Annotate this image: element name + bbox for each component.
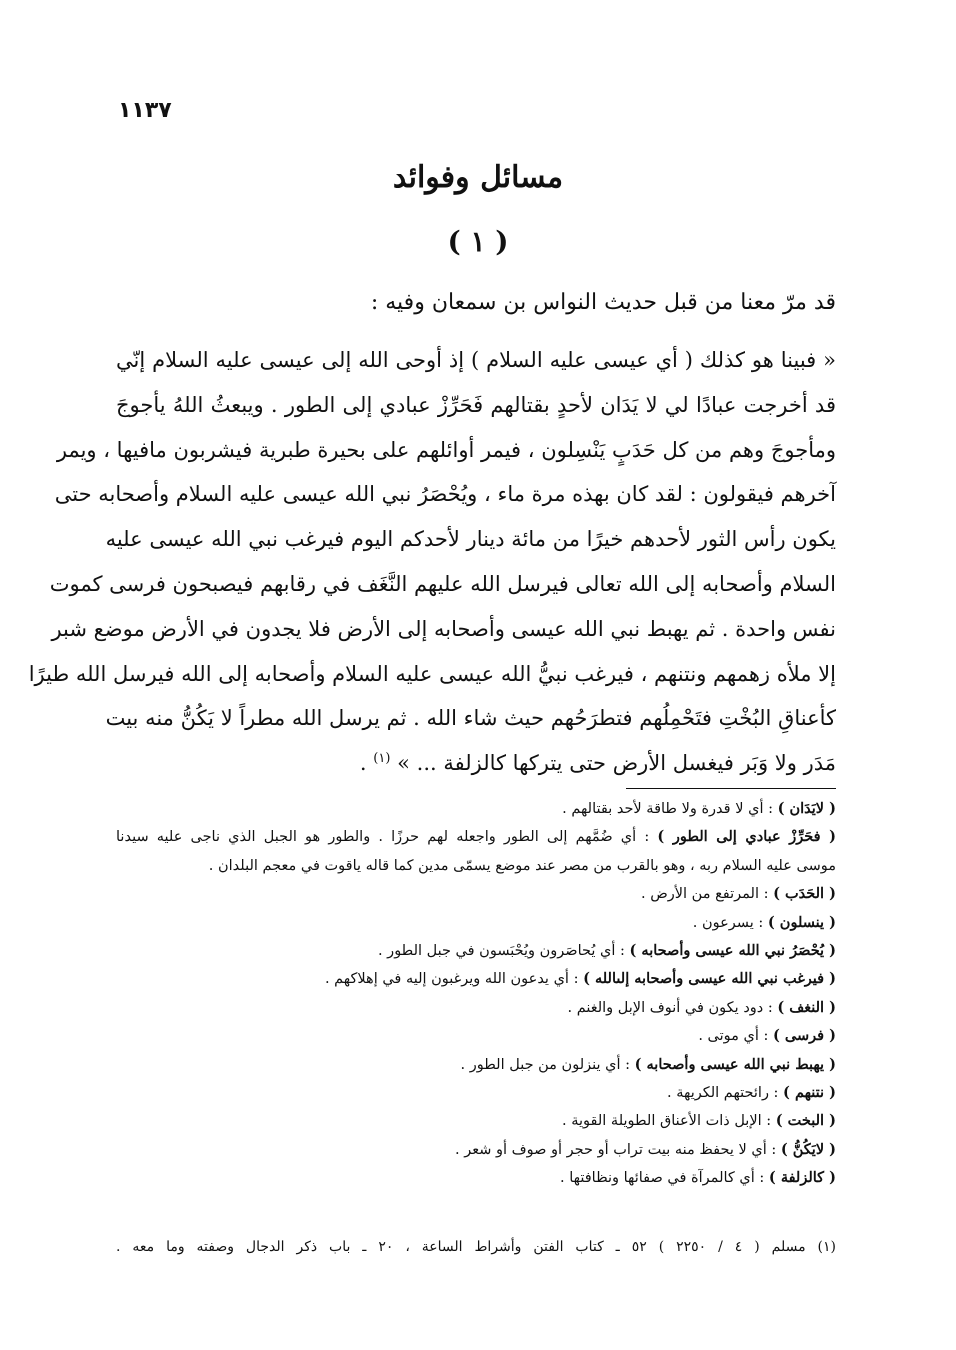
glossary-note bbox=[116, 852, 836, 880]
glossary-term: ( لايَكُنُّ ) bbox=[780, 1140, 836, 1158]
hadith-last-line-text: مَدَر ولا وَبَر فيغسل الأرض حتى يتركها كالزلفة ... » bbox=[397, 751, 836, 776]
glossary-note bbox=[116, 795, 836, 823]
glossary-definition: : أي يُحاصَرون ويُحْبَسون في جبل الطور . bbox=[377, 942, 630, 959]
glossary-term: ( الحَدَب ) bbox=[773, 885, 836, 903]
page-title: مسائل وفوائد bbox=[392, 160, 564, 195]
glossary-definition: : يسرعون . bbox=[692, 914, 768, 931]
glossary-term: ( لايَدَان ) bbox=[777, 800, 836, 817]
hadith-line: السلام وأصحابه إلى الله تعالى فيرسل الله عليهم النَّغَف في رقابهم فيصبحون فرسى كموت bbox=[49, 571, 836, 596]
page-number: ١١٣٧ bbox=[118, 98, 172, 123]
hadith-line: آخرهم فيقولون : لقد كان بهذه مرة ماء ، ويُحْصَرُ نبي الله عيسى عليه السلام وأصحابه حتى bbox=[54, 482, 836, 507]
glossary-definition: موسى عليه السلام ربه ، وهو بالقرب من مصر عند موضع يسمّى مدين كما قاله ياقوت في معجم البلدان . bbox=[208, 857, 836, 874]
footnote-divider bbox=[626, 788, 836, 789]
glossary-term: ( يُحْصَرُ نبي الله عيسى وأصحابه ) bbox=[629, 941, 836, 959]
hadith-last-line bbox=[116, 741, 836, 786]
glossary-definition: : أي لا يحفظ منه بيت تراب أو حجر أو صوف أو شعر . bbox=[454, 1141, 781, 1158]
glossary-definition: : أي موتى . bbox=[698, 1028, 774, 1045]
intro-paragraph: قد مرّ معنا من قبل حديث النواس بن سمعان وفيه : bbox=[370, 290, 836, 315]
glossary-definition: : دود يكون في أنوف الإبل والغنم . bbox=[567, 999, 778, 1016]
glossary-note bbox=[116, 994, 836, 1022]
glossary-term: ( ينسلون ) bbox=[767, 913, 836, 931]
glossary-note bbox=[116, 1107, 836, 1135]
glossary-term: ( البخت ) bbox=[775, 1112, 836, 1130]
glossary-term: ( فرسى ) bbox=[773, 1027, 836, 1045]
glossary-term: ( النغف ) bbox=[777, 998, 836, 1016]
glossary-note bbox=[116, 880, 836, 908]
glossary-note bbox=[116, 1051, 836, 1079]
hadith-line: يكون رأس الثور لأحدهم خيرًا من مائة دينار لأحدكم اليوم فيرغب نبي الله عيسى عليه bbox=[105, 527, 836, 552]
footnote-ref-mark[interactable]: (١) bbox=[373, 751, 391, 767]
glossary-term: ( نتنهم ) bbox=[783, 1083, 836, 1101]
hadith-text bbox=[28, 338, 836, 786]
glossary-note bbox=[116, 1022, 836, 1050]
glossary-definition: : المرتفع من الأرض . bbox=[641, 886, 774, 903]
hadith-line: قد أخرجت عبادًا لي لا يَدَان لأحدٍ بقتالهم فَحَرِّزْ عبادي إلى الطور . ويبعثُ اللهُ يأجوجَ bbox=[116, 392, 836, 417]
hadith-line: إلا ملأه زهمهم ونتنهم ، فيرغب نبيُّ الله عيسى عليه السلام وأصحابه إلى الله فيرسل الله طيرًا bbox=[28, 661, 836, 686]
glossary-definition: : أي يدعون الله ويرغبون إليه في إهلاكهم . bbox=[324, 971, 584, 988]
glossary-term: ( كالزلفة ) bbox=[768, 1169, 836, 1187]
hadith-line: كأعناقِ البُخْتِ فتَحْمِلُهم فتطرَحُهم حيث شاء الله . ثم يرسل الله مطراً لا يَكُنُّ منه بيت bbox=[105, 706, 836, 731]
glossary-term: ( فيرغب نبي الله عيسى وأصحابه إلىالله ) bbox=[583, 970, 836, 988]
glossary-note bbox=[116, 937, 836, 965]
section-number: ( ١ ) bbox=[447, 225, 509, 258]
hadith-line: « فبينا هو كذلك ( أي عيسى عليه السلام ) إذ أوحى الله إلى عيسى عليه السلام إنّي bbox=[116, 348, 836, 372]
glossary-note bbox=[116, 823, 836, 851]
glossary-definition: : الإبل ذات الأعناق الطويلة القوية . bbox=[562, 1113, 776, 1130]
hadith-line: نفس واحدة . ثم يهبط نبي الله عيسى وأصحابه إلى الأرض فلا يجدون في الأرض موضع شبر bbox=[51, 616, 836, 641]
glossary-term: ( فحَرِّزْ عبادي إلى الطور ) bbox=[657, 828, 837, 846]
glossary-definition: : أي لا قدرة ولا طاقة لأحد بقتالهم . bbox=[562, 801, 778, 817]
glossary-definition: : أي كالمرآة في صفائها ونظافتها . bbox=[560, 1170, 769, 1187]
glossary-note bbox=[116, 1164, 836, 1192]
glossary-definition: : رائحتهم الكريهة . bbox=[667, 1084, 784, 1101]
glossary-definition: : أي ينزلون من جبل الطور . bbox=[460, 1056, 635, 1073]
glossary-note bbox=[116, 1079, 836, 1107]
glossary-definition: : أي ضُمَّهم إلى الطور واجعله لهم حرزًا . والطور هو الجبل الذي ناجى عليه سيدنا bbox=[116, 829, 658, 846]
glossary-note bbox=[116, 965, 836, 993]
glossary-note bbox=[116, 1136, 836, 1164]
hadith-line: ومأجوجَ وهم من كل حَدَبٍ يَنْسِلون ، فيمر أوائلهم على بحيرة طبرية فيشربون مافيها ، ويمر bbox=[56, 437, 836, 462]
hadith-end-mark: . bbox=[359, 751, 367, 776]
glossary-term: ( يهبط نبي الله عيسى وأصحابه ) bbox=[634, 1055, 836, 1073]
glossary-note bbox=[116, 909, 836, 937]
source-footnote: (١) مسلم ( ٤ / ٢٢٥٠ ) ٥٢ ـ كتاب الفتن وأشراط الساعة ، ٢٠ ـ باب ذكر الدجال وصفته وما معه . bbox=[116, 1239, 836, 1255]
glossary-notes bbox=[116, 795, 836, 1192]
